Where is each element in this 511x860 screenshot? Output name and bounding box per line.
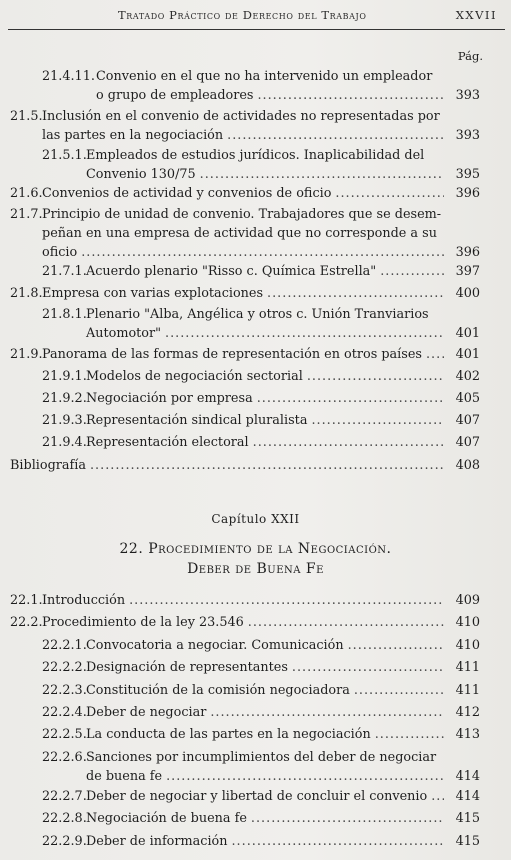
toc-page-number: 396 (455, 186, 480, 201)
toc-entry-number: 22.2.7. (42, 789, 87, 804)
toc-entry-text: La conducta de las partes en la negociación (86, 727, 371, 742)
toc-entry-line (0, 592, 511, 610)
leader-dots (348, 637, 444, 655)
leader-dots (380, 263, 444, 281)
toc-page-number: 401 (455, 347, 480, 362)
toc-entry-number: 22.2.9. (42, 834, 87, 849)
toc-entry-line (0, 206, 511, 224)
toc-entry-text: Designación de representantes (86, 660, 288, 675)
toc-entry-line (0, 434, 511, 452)
toc-entry-line (0, 637, 511, 655)
pag-label: Pág. (457, 49, 483, 63)
toc-page-number: 393 (455, 128, 480, 143)
leader-dots (200, 166, 444, 184)
toc-entry-text: Convocatoria a negociar. Comunicación (86, 638, 344, 653)
leader-dots (307, 368, 444, 386)
leader-dots (335, 185, 444, 203)
toc-page-number: 408 (455, 458, 480, 473)
running-title: Tratado Práctico de Derecho del Trabajo (118, 8, 367, 22)
leader-dots (227, 127, 444, 145)
chapter-label: Capítulo XXII (211, 512, 300, 526)
toc-entry-line (0, 768, 511, 786)
toc-page-number: 415 (455, 834, 480, 849)
toc-entry-number: 21.9.1. (42, 369, 87, 384)
toc-entry-text: Acuerdo plenario "Risso c. Química Estrella" (86, 264, 377, 279)
toc-entry-line (0, 263, 511, 281)
running-head (0, 8, 511, 28)
toc-page-number: 395 (455, 167, 480, 182)
chapter-title-line2: Deber de Buena Fe (187, 561, 324, 577)
toc-entry-text: Empleados de estudios jurídicos. Inaplicabilidad del (86, 148, 425, 163)
toc-entry-text: Bibliografía (10, 458, 86, 473)
toc-entry-text: Panorama de las formas de representación en otros países (42, 347, 422, 362)
toc-entry-number: 21.5.1. (42, 148, 87, 163)
leader-dots (257, 87, 444, 105)
leader-dots (251, 810, 444, 828)
leader-dots (292, 659, 444, 677)
toc-page-number: 413 (455, 727, 480, 742)
toc-entry-line (0, 346, 511, 364)
toc-page-number: 412 (455, 705, 480, 720)
toc-entry-line (0, 185, 511, 203)
toc-entry-text: Negociación de buena fe (86, 811, 247, 826)
leader-dots (248, 614, 444, 632)
toc-entry-text: las partes en la negociación (42, 128, 224, 143)
toc-entry-line (0, 127, 511, 145)
toc-entry-text: de buena fe (86, 769, 163, 784)
toc-entry-number: 22.1. (10, 593, 43, 608)
toc-entry-text: Sanciones por incumplimientos del deber de negociar (86, 750, 437, 765)
toc-entry-line (0, 87, 511, 105)
toc-page-number: 415 (455, 811, 480, 826)
toc-entry-text: o grupo de empleadores (96, 88, 254, 103)
toc-entry-line (0, 147, 511, 165)
toc-entry-line (0, 833, 511, 851)
toc-page-number: 410 (455, 615, 480, 630)
toc-entry-number: 22.2.2. (42, 660, 87, 675)
toc-page-number: 407 (455, 413, 480, 428)
leader-dots (311, 412, 444, 430)
toc-entry-text: Inclusión en el convenio de actividades no representadas por (42, 109, 440, 124)
header-rule (8, 29, 505, 30)
toc-entry-text: Convenios de actividad y convenios de oficio (42, 186, 332, 201)
toc-entry-number: 21.9.3. (42, 413, 87, 428)
leader-dots (267, 285, 444, 303)
toc-entry-line (0, 306, 511, 324)
toc-page-number: 414 (455, 789, 480, 804)
toc-entry-number: 21.6. (10, 186, 43, 201)
toc-entry-number: 21.8. (10, 286, 43, 301)
leader-dots (81, 244, 444, 262)
toc-entry-text: Empresa con varias explotaciones (42, 286, 264, 301)
toc-entry-number: 21.9.4. (42, 435, 87, 450)
toc-entry-text: Deber de información (86, 834, 228, 849)
toc-entry-text: Constitución de la comisión negociadora (86, 683, 350, 698)
toc-entry-line (0, 682, 511, 700)
toc-entry-line (0, 457, 511, 475)
toc-entry-number: 21.7.1. (42, 264, 87, 279)
toc-entry-line (0, 166, 511, 184)
toc-page-number: 393 (455, 88, 480, 103)
toc-entry-text: Convenio en el que no ha intervenido un empleador (96, 69, 433, 84)
toc-entry-line (0, 788, 511, 806)
chapter-title-line1: 22. Procedimiento de la Negociación. (119, 541, 392, 557)
leader-dots (210, 704, 444, 722)
toc-entry-line (0, 749, 511, 767)
leader-dots (129, 592, 444, 610)
toc-page-number: 401 (455, 326, 480, 341)
toc-entry-line (0, 244, 511, 262)
toc-entry-line (0, 368, 511, 386)
toc-page-number: 407 (455, 435, 480, 450)
toc-entry-text: Deber de negociar y libertad de concluir el convenio (86, 789, 428, 804)
toc-entry-text: Modelos de negociación sectorial (86, 369, 303, 384)
toc-entry-number: 21.4.11. (42, 69, 95, 84)
toc-entry-line (0, 285, 511, 303)
toc-page-number: 396 (455, 245, 480, 260)
toc-entry-number: 21.9. (10, 347, 43, 362)
leader-dots (375, 726, 444, 744)
toc-entry-text: Negociación por empresa (86, 391, 253, 406)
toc-entry-line (0, 325, 511, 343)
toc-page-number: 397 (455, 264, 480, 279)
toc-entry-text: oficio (42, 245, 78, 260)
leader-dots (253, 434, 444, 452)
toc-page-number: 411 (455, 660, 480, 675)
toc-entry-number: 22.2.4. (42, 705, 87, 720)
toc-entry-line (0, 704, 511, 722)
toc-entry-text: Introducción (42, 593, 126, 608)
toc-page-number: 411 (455, 683, 480, 698)
toc-entry-number: 22.2.3. (42, 683, 87, 698)
leader-dots (257, 390, 444, 408)
toc-page-number: 409 (455, 593, 480, 608)
toc-entry-line (0, 412, 511, 430)
page-folio: XXVII (455, 8, 497, 22)
toc-entry-text: Principio de unidad de convenio. Trabajadores que se desem- (42, 207, 442, 222)
toc-entry-line (0, 810, 511, 828)
leader-dots (231, 833, 444, 851)
leader-dots (354, 682, 444, 700)
toc-page-number: 402 (455, 369, 480, 384)
toc-entry-line (0, 726, 511, 744)
toc-entry-line (0, 108, 511, 126)
toc-entry-number: 22.2.8. (42, 811, 87, 826)
toc-entry-text: Representación sindical pluralista (86, 413, 308, 428)
toc-entry-line (0, 390, 511, 408)
toc-page-number: 400 (455, 286, 480, 301)
toc-entry-number: 21.5. (10, 109, 43, 124)
toc-entry-line (0, 68, 511, 86)
toc-page-number: 410 (455, 638, 480, 653)
toc-entry-number: 21.7. (10, 207, 43, 222)
toc-entry-text: Automotor" (86, 326, 162, 341)
toc-entry-text: Deber de negociar (86, 705, 207, 720)
leader-dots (165, 325, 444, 343)
toc-entry-text: Representación electoral (86, 435, 249, 450)
toc-entry-number: 21.8.1. (42, 307, 87, 322)
toc-entry-number: 22.2.5. (42, 727, 87, 742)
toc-entry-line (0, 225, 511, 243)
toc-entry-text: Convenio 130/75 (86, 167, 196, 182)
leader-dots (166, 768, 444, 786)
toc-entry-text: Procedimiento de la ley 23.546 (42, 615, 244, 630)
toc-entry-text: Plenario "Alba, Angélica y otros c. Unión Tranviarios (86, 307, 429, 322)
toc-entry-number: 22.2. (10, 615, 43, 630)
toc-page-number: 405 (455, 391, 480, 406)
toc-entry-number: 21.9.2. (42, 391, 87, 406)
toc-entry-line (0, 614, 511, 632)
toc-entry-number: 22.2.6. (42, 750, 87, 765)
toc-entry-text: peñan en una empresa de actividad que no corresponde a su (42, 226, 437, 241)
toc-entry-number: 22.2.1. (42, 638, 87, 653)
toc-entry-line (0, 659, 511, 677)
toc-page-number: 414 (455, 769, 480, 784)
leader-dots (90, 457, 444, 475)
